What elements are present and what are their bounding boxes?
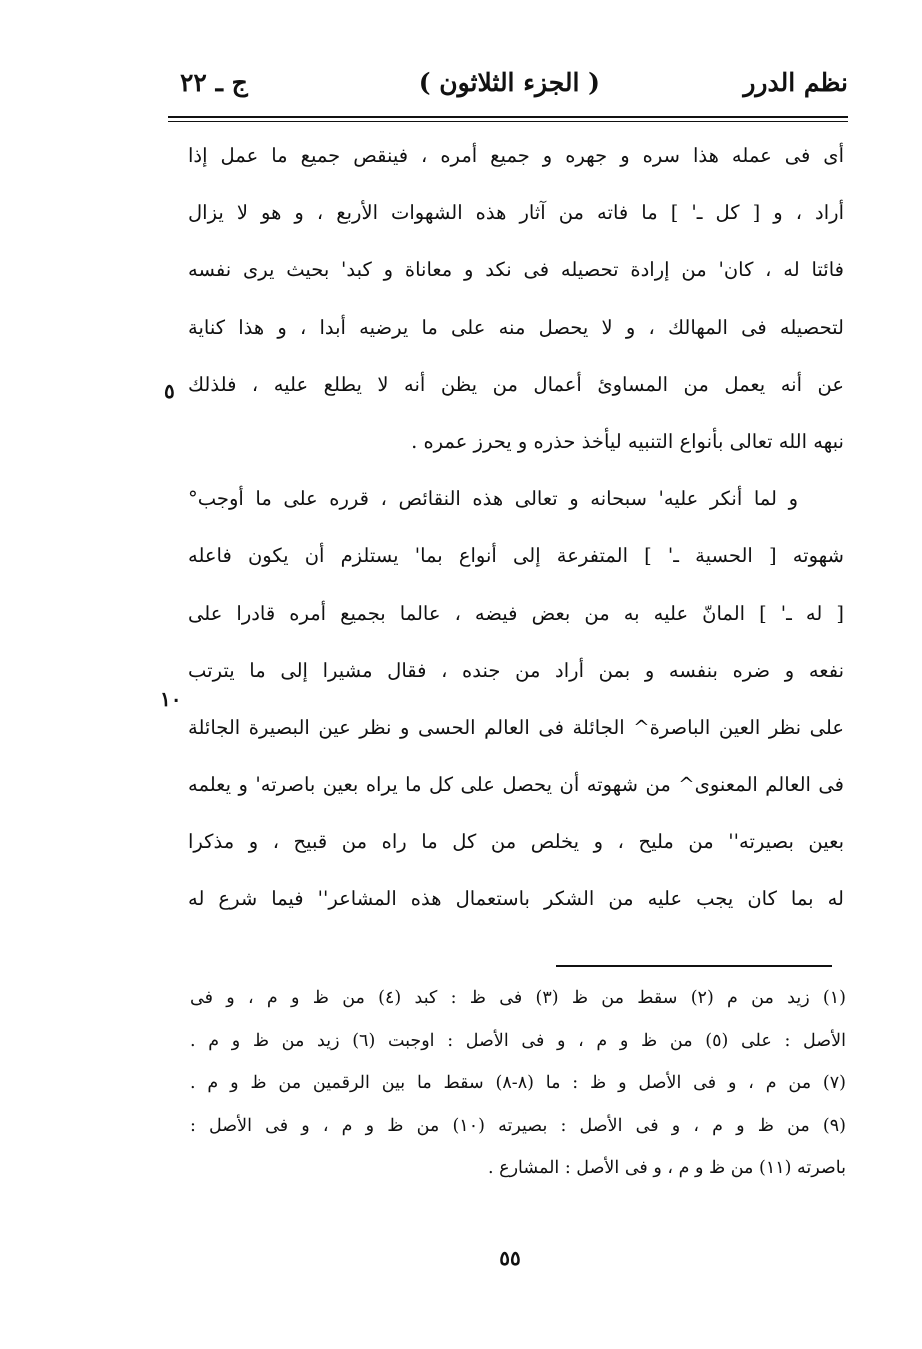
text-line: أراد ، و [ كل ـ' ] ما فاته من آثار هذه الشهوات الأربع ، و هو لا يزال — [188, 201, 844, 225]
book-title: نظم الدرر — [743, 68, 848, 97]
text-line: نبهه الله تعالى بأنواع التنبيه ليأخذ حذره و يحرز عمره . — [411, 429, 844, 453]
text-line: [ له ـ' ] المانّ عليه به من بعض فيضه ، عالما بجميع أمره قادرا على — [188, 601, 844, 625]
volume-label: ج ـ ٢٢ — [180, 68, 248, 97]
footnotes — [190, 980, 846, 1193]
footnote-line: (٧) من م ، و فى الأصل و ظ : ما (٨-٨) سقط ما بين الرقمين من ظ و م . — [190, 1073, 846, 1093]
page-header — [168, 62, 848, 106]
main-text — [188, 136, 844, 937]
text-line: أى فى عمله هذا سره و جهره و جميع أمره ، فينقص جميع ما عمل إذا — [188, 144, 844, 167]
text-line: له بما كان يجب عليه من الشكر باستعمال هذه المشاعر'' فيما شرع له — [188, 887, 844, 911]
footnote-line: الأصل : على (٥) من ظ و م ، و فى الأصل : اوجبت (٦) زيد من ظ و م . — [190, 1030, 846, 1051]
header-rule-thin — [168, 121, 848, 122]
part-label: ( الجزء الثلاثون ) — [418, 68, 600, 97]
footnote-line: باصرته (١١) من ظ و م ، و فى الأصل : المشارع . — [488, 1158, 846, 1178]
text-line: فى العالم المعنوى^ من شهوته أن يحصل على كل ما يراه بعين باصرته' و يعلمه — [188, 773, 844, 797]
text-line: بعين بصيرته'' من مليح ، و يخلص من كل ما راه من قبيح ، و مذكرا — [188, 830, 844, 854]
text-line: لتحصيله فى المهالك ، و لا يحصل منه على ما يرضيه أبدا ، و هذا كناية — [188, 315, 844, 339]
header-rule-thick — [168, 116, 848, 118]
text-line: و لما أنكر عليه' سبحانه و تعالى هذه النقائص ، قرره على ما أوجب° — [188, 487, 798, 511]
text-line: على نظر العين الباصرة^ الجائلة فى العالم الحسى و نظر عين البصيرة الجائلة — [188, 715, 844, 739]
footnote-line: (٩) من ظ و م ، و فى الأصل : بصيرته (١٠) من ظ و م ، و فى الأصل : — [190, 1115, 846, 1136]
text-line: فائتا له ، كان' من إرادة تحصيله فى نكد و معاناة و كبد' بحيث يرى نفسه — [188, 258, 844, 282]
text-line: عن أنه يعمل من المساوئ أعمال من يظن أنه لا يطلع عليه ، فلذلك — [188, 372, 844, 396]
page-number: ٥٥ — [499, 1246, 521, 1270]
text-line: شهوته [ الحسية ـ' ] المتفرعة إلى أنواع بما' يستلزم أن يكون فاعله — [188, 544, 844, 568]
margin-line-number-10: ١٠ — [160, 687, 182, 711]
footnote-line: (١) زيد من م (٢) سقط من ظ (٣) فى ظ : كبد (٤) من ظ و م ، و فى — [190, 988, 846, 1008]
margin-line-number-5: ٥ — [164, 379, 175, 403]
footnote-rule — [556, 965, 832, 967]
text-line: نفعه و ضره بنفسه و بمن أراد من جنده ، فقال مشيرا إلى ما يترتب — [188, 658, 844, 682]
